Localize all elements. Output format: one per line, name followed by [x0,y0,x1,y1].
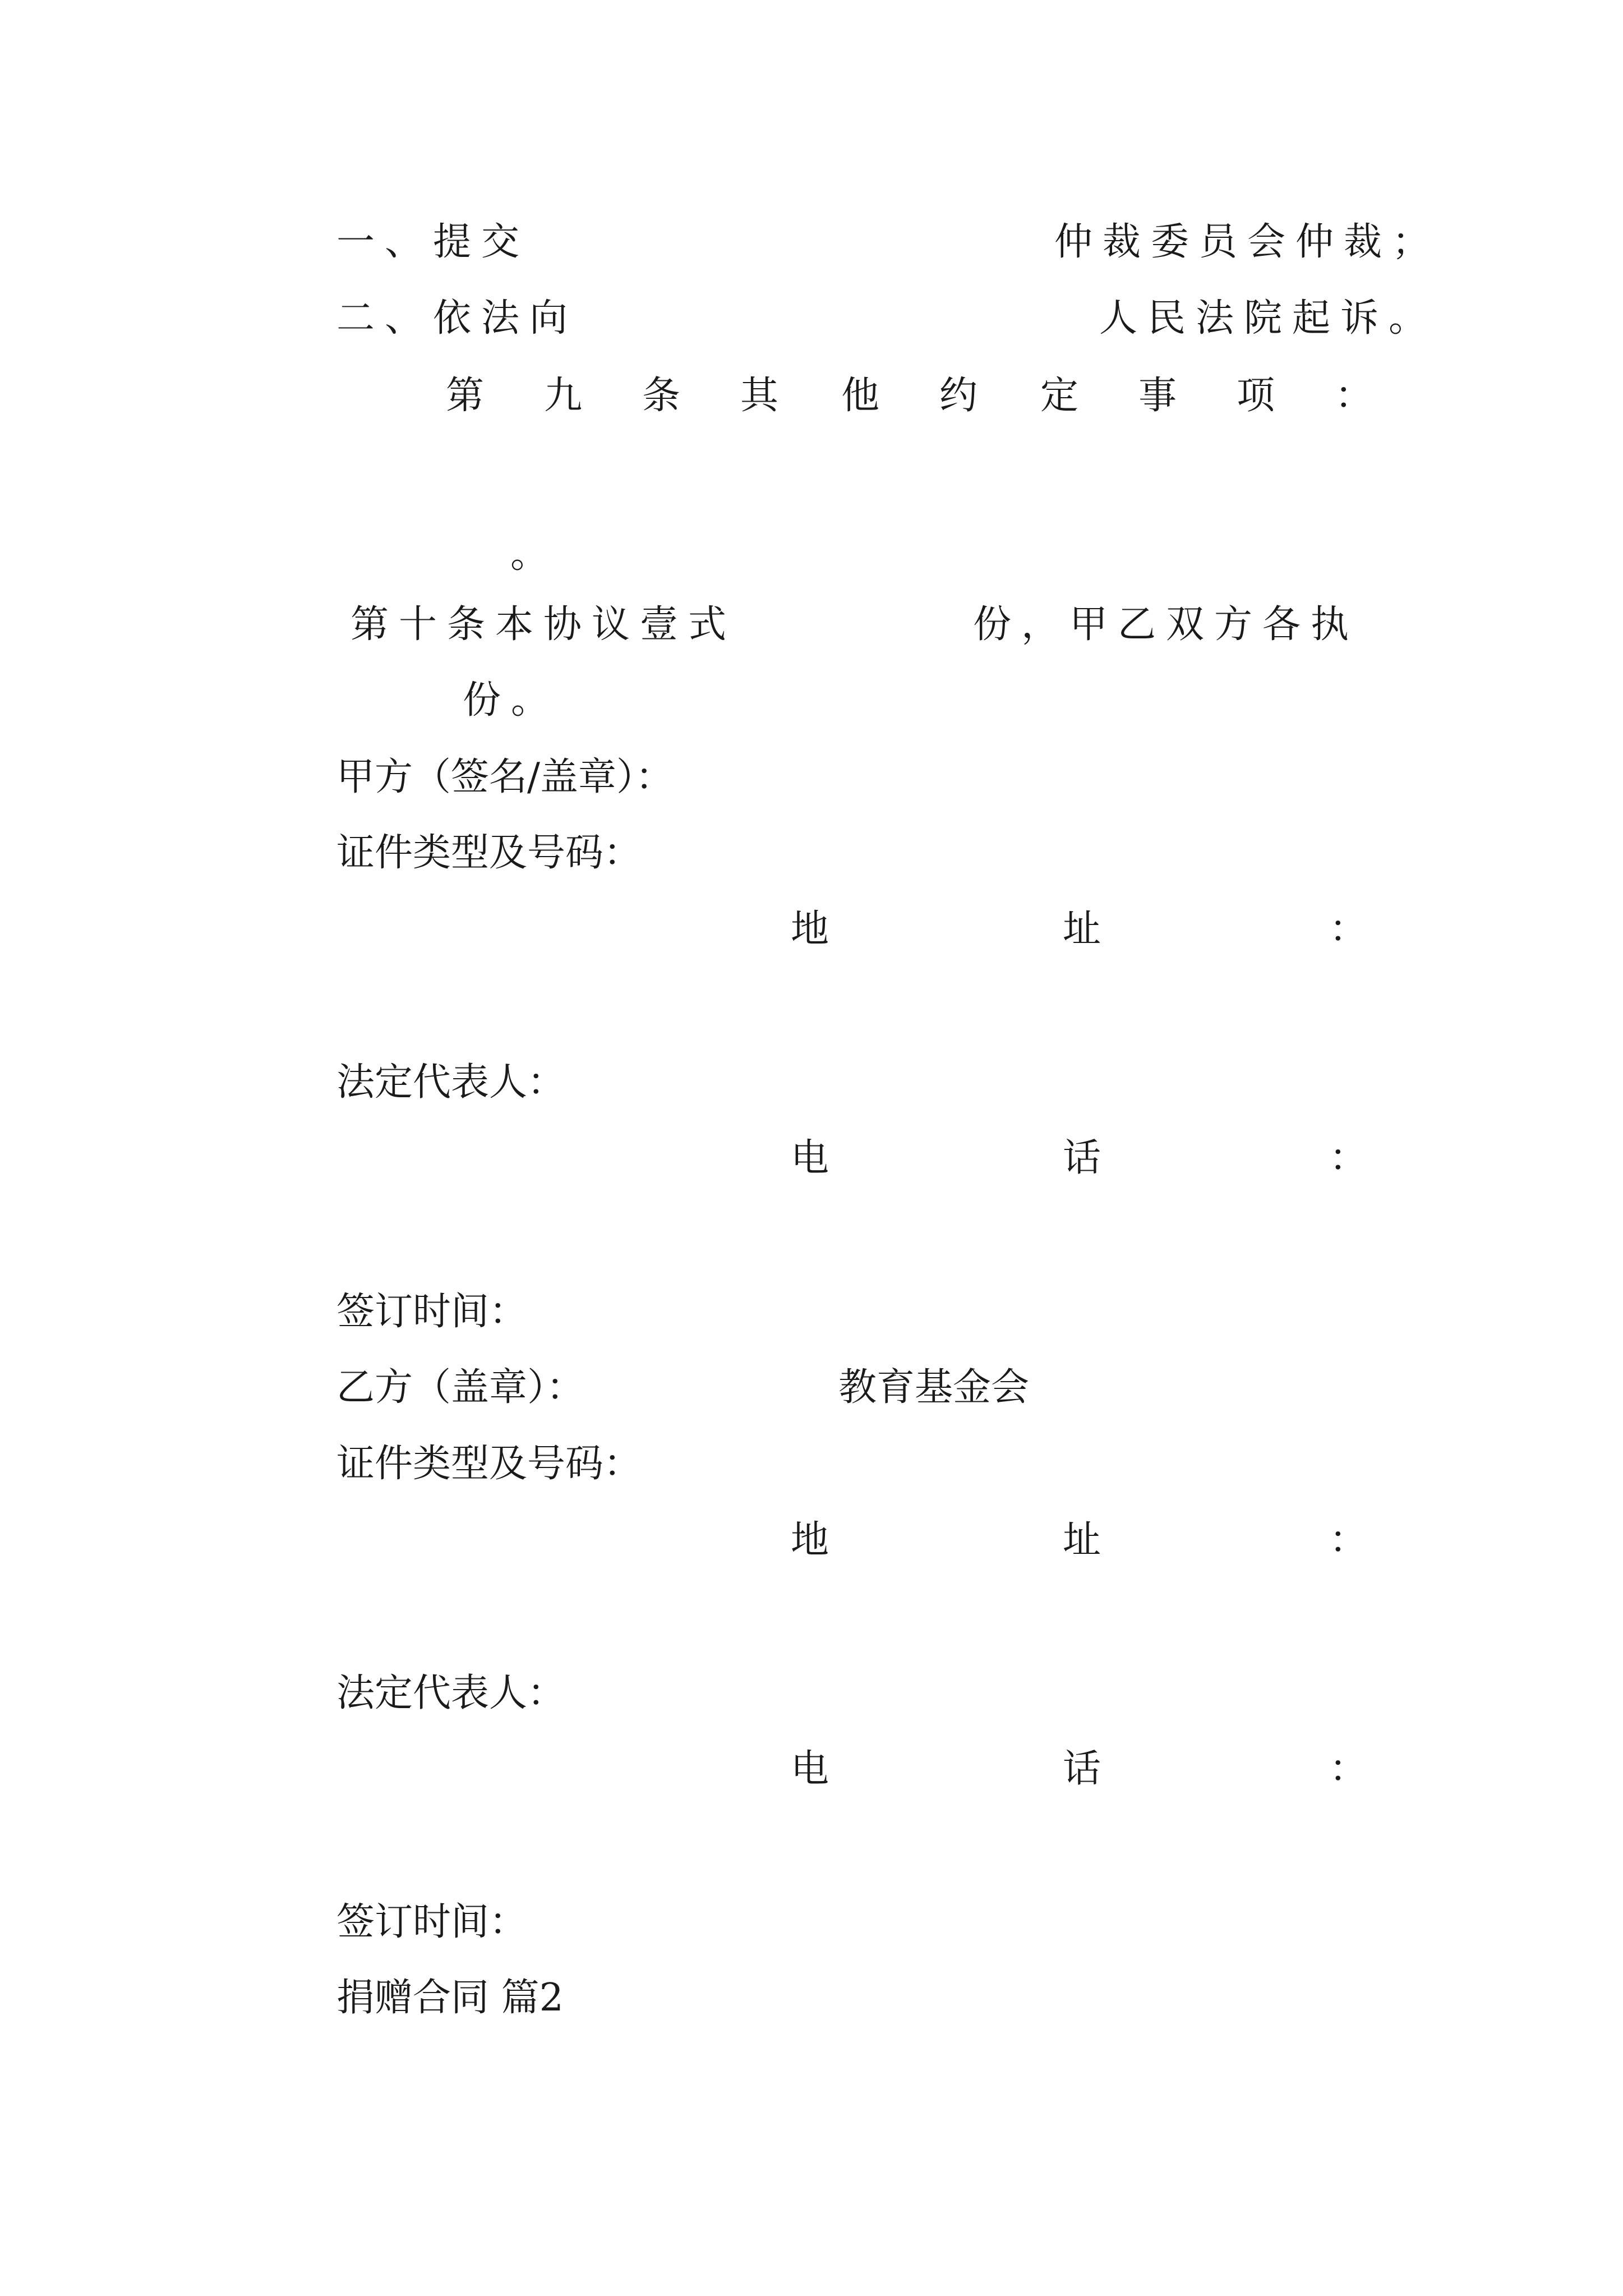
party-a-phone-colon: ： [1329,1136,1368,1180]
article-9-char: 其 [740,374,779,418]
party-a-phone-char: 话 [1063,1136,1101,1180]
party-a-address-char: 地 [791,907,829,951]
party-b-address-colon: ： [1329,1518,1368,1562]
article-9-char: ： [1335,374,1373,418]
article-9-char: 他 [841,374,880,418]
party-b-phone-colon: ： [1329,1747,1368,1791]
party-a-id-type-label: 证件类型及号码： [336,831,642,875]
party-b-stamp-label: 乙方（盖章）： [336,1365,585,1410]
article-9-char: 事 [1138,374,1177,418]
article-9-char: 约 [939,374,978,418]
party-b-legal-rep-label: 法定代表人： [336,1671,566,1715]
arbitration-item-1-prefix: 一、提交 [336,220,530,264]
article-9-char: 条 [642,374,681,418]
party-b-address-char: 址 [1063,1518,1101,1562]
party-a-address-char: 址 [1063,907,1101,951]
arbitration-item-2-suffix: 人民法院起诉。 [1099,296,1437,341]
party-b-id-type-label: 证件类型及号码： [336,1442,642,1486]
article-9-char: 定 [1040,374,1079,418]
arbitration-item-1-suffix: 仲裁委员会仲裁； [1054,220,1441,264]
party-a-sign-date-label: 签订时间： [336,1290,528,1334]
next-section-title: 捐赠合同 篇2 [336,1976,564,2020]
party-b-address-char: 地 [791,1518,829,1562]
article-9-end-mark: 。 [510,532,549,577]
party-b-phone-char: 话 [1063,1747,1101,1791]
arbitration-item-2-prefix: 二、依法向 [336,296,578,341]
article-10-middle: 份，甲乙双方各执 [973,602,1359,647]
article-10-prefix: 第十条本协议壹式 [351,602,737,647]
party-b-org-name: 教育基金会 [838,1365,1030,1410]
article-10-end: 份。 [463,678,560,723]
party-b-phone-char: 电 [791,1747,829,1791]
party-a-legal-rep-label: 法定代表人： [336,1060,566,1105]
party-a-address-colon: ： [1329,907,1368,951]
party-b-sign-date-label: 签订时间： [336,1900,528,1944]
article-9-char: 项 [1237,374,1275,418]
party-a-signature-label: 甲方（签名/盖章）： [336,755,674,799]
article-9-char: 九 [544,374,583,418]
article-9-char: 第 [446,374,485,418]
party-a-phone-char: 电 [791,1136,829,1180]
